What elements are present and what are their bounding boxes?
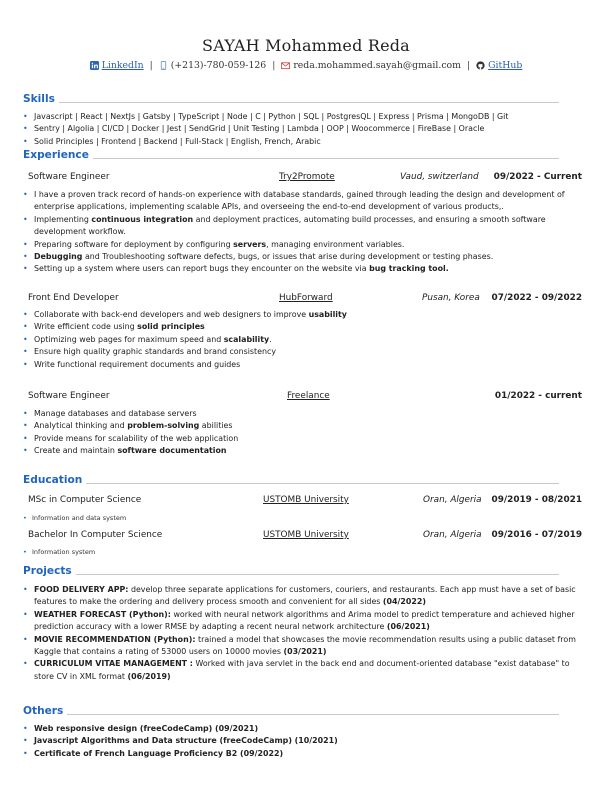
- job-dates: 01/2022 - current: [494, 391, 582, 401]
- list-item: • Write efficient code using solid principles: [23, 321, 583, 333]
- others-list: [23, 723, 583, 760]
- list-item: • Preparing software for deployment by configuring servers, managing environment variables.: [23, 239, 583, 251]
- contact-bar: [0, 60, 612, 71]
- job-entry-header: [28, 391, 582, 403]
- degree-name: MSc in Computer Science: [28, 495, 142, 505]
- project-item: • MOVIE RECOMMENDATION (Python): trained a model that showcases the movie recommendation results using a public dataset from Kaggle that contains a rating of 53000 users on 10000 movies (03/2021): [23, 634, 583, 659]
- skills-line: • Javascript | React | NextJs | Gatsby | TypeScript | Node | C | Python | SQL | PostgresQL | Express | Prisma | MongoDB | Git: [23, 111, 583, 123]
- certificate-item: • Certificate of French Language Proficiency B2 (09/2022): [23, 748, 583, 760]
- phone-icon: [159, 61, 168, 70]
- job-company: HubForward: [279, 293, 333, 303]
- school-name: USTOMB University: [263, 495, 349, 505]
- education-entry-header: [28, 530, 582, 542]
- separator: |: [149, 60, 153, 71]
- certificate-item: • Javascript Algorithms and Data structure (freeCodeCamp) (10/2021): [23, 735, 583, 747]
- list-item: • Analytical thinking and problem-solving abilities: [23, 420, 583, 432]
- list-item: • Debugging and Troubleshooting software defects, bugs, or issues that arise during development or testing phases.: [23, 251, 583, 263]
- certificate-item: • Web responsive design (freeCodeCamp) (09/2021): [23, 723, 583, 735]
- degree-name: Bachelor In Computer Science: [28, 530, 163, 540]
- section-title: Others: [23, 705, 64, 717]
- section-title: Skills: [23, 93, 55, 105]
- list-item: • Manage databases and database servers: [23, 408, 583, 420]
- job-company: Try2Promote: [279, 172, 335, 182]
- school-location: Oran, Algeria: [423, 495, 482, 505]
- school-location: Oran, Algeria: [423, 530, 482, 540]
- job-role: Software Engineer: [28, 391, 110, 401]
- education-dates: 09/2016 - 07/2019: [491, 530, 582, 540]
- education-note: • Information and data system: [23, 514, 126, 522]
- phone-contact: [159, 60, 266, 71]
- github-contact: [476, 60, 522, 71]
- list-item: • Provide means for scalability of the web application: [23, 433, 583, 445]
- skills-line: • Sentry | Algolia | CI/CD | Docker | Jest | SendGrid | Unit Testing | Lambda | OOP | Woocommerce | FireBase | Oracle: [23, 123, 583, 135]
- list-item: • Optimizing web pages for maximum speed and scalability.: [23, 334, 583, 346]
- section-title: Projects: [23, 565, 72, 577]
- list-item: • Ensure high quality graphic standards and brand consistency: [23, 346, 583, 358]
- job-dates: 09/2022 - Current: [493, 172, 582, 182]
- job-location: Vaud, switzerland: [400, 172, 479, 182]
- section-divider: [59, 102, 559, 103]
- job-bullets: [23, 189, 583, 276]
- list-item: • Implementing continuous integration and deployment practices, automating build processes, and ensuring a smooth software development workflow.: [23, 214, 583, 239]
- github-icon: [476, 61, 485, 70]
- email-address: reda.mohammed.sayah@gmail.com: [293, 60, 461, 71]
- candidate-name: SAYAH Mohammed Reda: [202, 36, 410, 55]
- list-item: • Create and maintain software documentation: [23, 445, 583, 457]
- list-item: • I have a proven track record of hands-on experience with database standards, gained through leading the design and development of enterprise applications, implementing scalable APIs, and overseeing the end-to-end development of various products,.: [23, 189, 583, 214]
- job-role: Software Engineer: [28, 172, 110, 182]
- separator: |: [466, 60, 471, 71]
- section-title: Experience: [23, 149, 89, 161]
- separator: |: [272, 60, 276, 71]
- skills-list: [23, 111, 583, 148]
- job-dates: 07/2022 - 09/2022: [491, 293, 582, 303]
- job-location: Pusan, Korea: [422, 293, 480, 303]
- section-divider: [93, 158, 559, 159]
- section-divider: [76, 574, 559, 575]
- github-link[interactable]: GitHub: [488, 60, 523, 71]
- linkedin-icon: [90, 61, 99, 70]
- education-section-header: [23, 474, 559, 486]
- projects-list: [23, 584, 583, 683]
- list-item: • Setting up a system where users can report bugs they encounter on the website via bug tracking tool.: [23, 263, 583, 275]
- project-item: • CURRICULUM VITAE MANAGEMENT : Worked with java servlet in the back end and document-oriented database "exist database" to store CV in XML format (06/2019): [23, 658, 583, 683]
- section-title: Education: [23, 474, 83, 486]
- job-bullets: [23, 309, 583, 371]
- project-item: • FOOD DELIVERY APP: develop three separate applications for customers, couriers, and restaurants. Each app must have a set of basic features to make the ordering and delivery process smooth and convenient for all sides (04/2022): [23, 584, 583, 609]
- education-dates: 09/2019 - 08/2021: [491, 495, 582, 505]
- phone-number: (+213)-780-059-126: [170, 60, 267, 71]
- job-entry-header: [28, 293, 582, 305]
- others-section-header: [23, 705, 559, 717]
- list-item: • Collaborate with back-end developers and web designers to improve usability: [23, 309, 583, 321]
- linkedin-contact: [90, 60, 144, 71]
- section-divider: [86, 483, 559, 484]
- projects-section-header: [23, 565, 559, 577]
- linkedin-link[interactable]: LinkedIn: [101, 60, 144, 71]
- job-entry-header: [28, 172, 582, 184]
- education-note: • Information system: [23, 548, 95, 556]
- skills-section-header: [23, 93, 559, 105]
- experience-section-header: [23, 149, 559, 161]
- job-bullets: [23, 408, 583, 458]
- job-company: Freelance: [287, 391, 330, 401]
- email-contact: [281, 60, 461, 71]
- section-divider: [67, 714, 559, 715]
- school-name: USTOMB University: [263, 530, 349, 540]
- mail-icon: [281, 61, 290, 70]
- job-role: Front End Developer: [28, 293, 119, 303]
- skills-line: • Solid Principles | Frontend | Backend | Full-Stack | English, French, Arabic: [23, 136, 583, 148]
- project-item: • WEATHER FORECAST (Python): worked with neural network algorithms and Arima model to predict temperature and achieved higher prediction accuracy with a lower RMSE by adapting a recent neural network architecture (06/2021): [23, 609, 583, 634]
- education-entry-header: [28, 495, 582, 507]
- list-item: • Write functional requirement documents and guides: [23, 359, 583, 371]
